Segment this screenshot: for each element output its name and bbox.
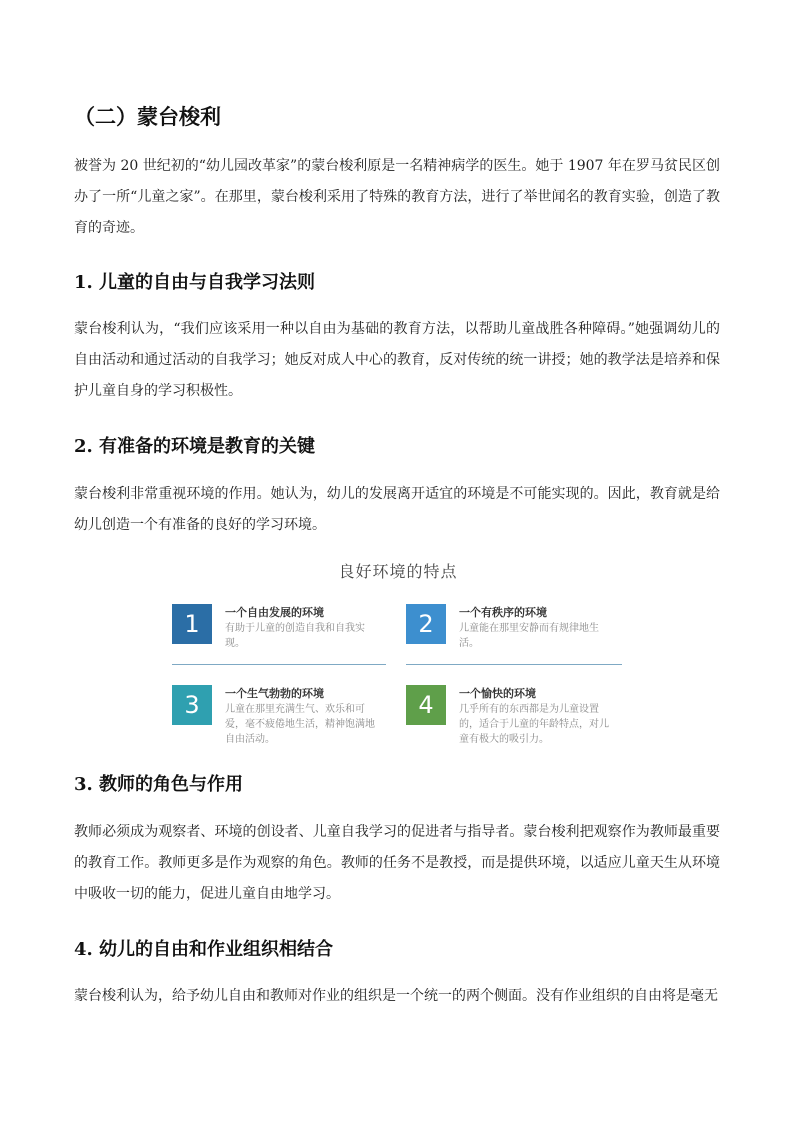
paragraph-4: 蒙台梭利认为，给予幼儿自由和教师对作业的组织是一个统一的两个侧面。没有作业组织的自由将是毫无 — [74, 988, 718, 1004]
diagram-title: 良好环境的特点 — [338, 562, 458, 581]
subheading-2: 2. 有准备的环境是教育的关键 — [74, 436, 316, 457]
paragraph-2: 蒙台梭利非常重视环境的作用。她认为，幼儿的发展离开适宜的环境是不可能实现的。因此，教育就是给幼儿创造一个有准备的良好的学习环境。 — [74, 486, 720, 533]
feature-title-4: 一个愉快的环境 — [459, 687, 536, 700]
divider-right — [406, 664, 622, 665]
feature-title-2: 一个有秩序的环境 — [459, 606, 547, 619]
feature-desc-2: 儿童能在那里安静而有规律地生活。 — [459, 623, 599, 649]
feature-number-2: 2 — [406, 604, 446, 644]
environment-features-diagram — [170, 555, 626, 745]
subheading-1: 1. 儿童的自由与自我学习法则 — [74, 272, 316, 293]
feature-number-1: 1 — [172, 604, 212, 644]
feature-number-3: 3 — [172, 685, 212, 725]
subheading-4: 4. 幼儿的自由和作业组织相结合 — [74, 939, 334, 960]
feature-title-1: 一个自由发展的环境 — [225, 606, 324, 619]
intro-paragraph: 被誉为 20 世纪初的“幼儿园改革家”的蒙台梭利原是一名精神病学的医生。她于 1907 年在罗马贫民区创办了一所“儿童之家”。在那里，蒙台梭利采用了特殊的教育方法，进行了举世闻名的教育实验，创造了教育的奇迹。 — [74, 158, 720, 236]
section-heading: （二）蒙台梭利 — [74, 104, 221, 129]
divider-left — [172, 664, 386, 665]
feature-desc-1: 有助于儿童的创造自我和自我实现。 — [225, 623, 365, 649]
subheading-3: 3. 教师的角色与作用 — [74, 774, 244, 795]
paragraph-3: 教师必须成为观察者、环境的创设者、儿童自我学习的促进者与指导者。蒙台梭利把观察作为教师最重要的教育工作。教师更多是作为观察的角色。教师的任务不是教授，而是提供环境，以适应儿童天生从环境中吸收一切的能力，促进儿童自由地学习。 — [74, 824, 720, 902]
feature-title-3: 一个生气勃勃的环境 — [225, 687, 324, 700]
feature-number-4: 4 — [406, 685, 446, 725]
feature-desc-3: 儿童在那里充满生气、欢乐和可爱，毫不疲倦地生活，精神饱满地自由活动。 — [225, 704, 375, 745]
feature-desc-4: 几乎所有的东西都是为儿童设置的，适合于儿童的年龄特点，对儿童有极大的吸引力。 — [459, 704, 609, 745]
paragraph-1: 蒙台梭利认为，“我们应该采用一种以自由为基础的教育方法，以帮助儿童战胜各种障碍。”她强调幼儿的自由活动和通过活动的自我学习；她反对成人中心的教育，反对传统的统一讲授；她的教学法是培养和保护儿童自身的学习积极性。 — [74, 321, 720, 399]
